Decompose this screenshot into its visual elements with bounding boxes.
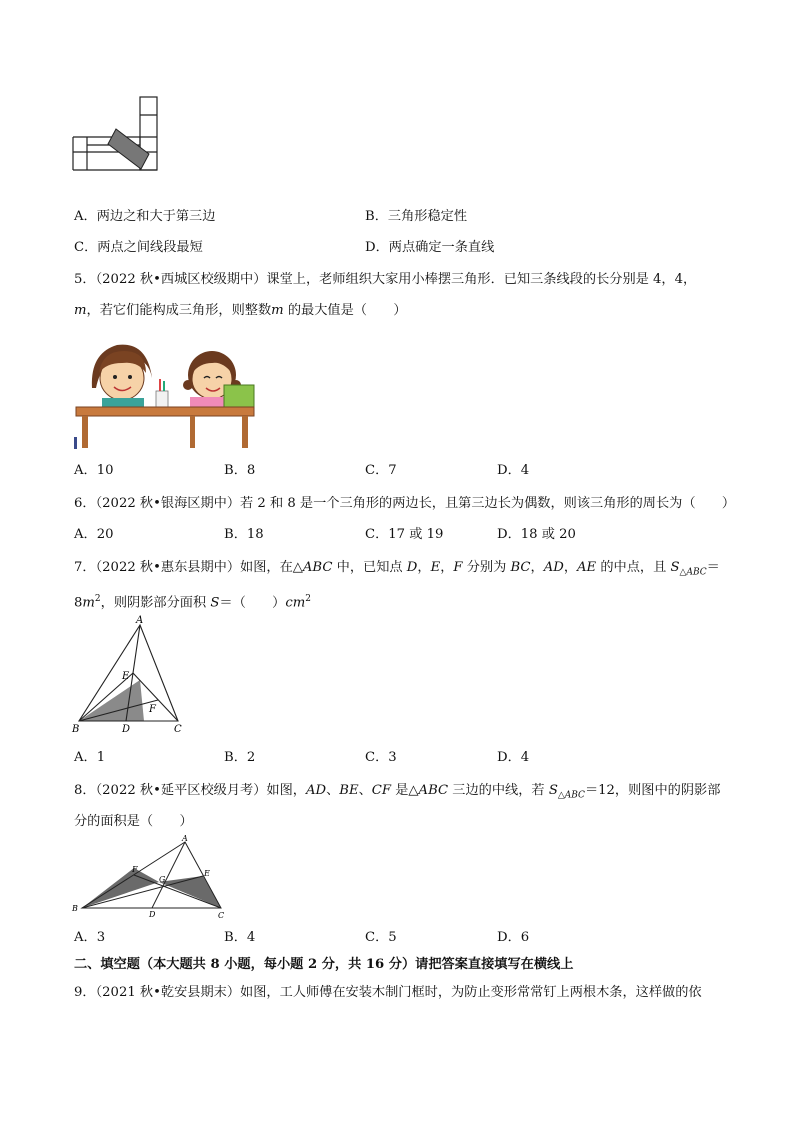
label-d: D [122, 724, 131, 735]
boy-figure [92, 345, 152, 410]
label-c: C [174, 724, 182, 735]
door-frame-figure [73, 95, 173, 175]
q6-stem: 6．（2022 秋•银海区期中）若 2 和 8 是一个三角形的两边长，且第三边长为偶数，则该三角形的周长为（ ） [74, 496, 736, 511]
q6-option-a: A．20 [74, 527, 114, 542]
q7-triangle-figure [70, 617, 190, 737]
q8-option-b: B．4 [224, 930, 256, 945]
label-e: E [122, 671, 130, 682]
q6-option-b: B．18 [224, 527, 264, 542]
diagonal-brace [108, 129, 149, 169]
q6-option-d: D．18 或 20 [497, 527, 576, 542]
label-f: F [149, 704, 156, 715]
q4-option-a: A．两边之和大于第三边 [74, 209, 216, 224]
q4-option-d: D．两点确定一条直线 [365, 240, 495, 255]
q4-option-c: C．两点之间线段最短 [74, 240, 203, 255]
q8-option-d: D．6 [497, 930, 530, 945]
label-b: B [72, 904, 78, 913]
q8-stem-line1: 8．（2022 秋•延平区校级月考）如图，AD、BE、CF 是△ABC 三边的中线，若 $S_{\triangle ABC}=12$，则图中的阴影部 [74, 783, 721, 801]
q5-option-a: A．10 [74, 463, 114, 478]
q5-option-b: B．8 [224, 463, 256, 478]
q6-option-c: C．17 或 19 [365, 527, 444, 542]
label-c: C [218, 911, 225, 920]
q8-option-a: A．3 [74, 930, 106, 945]
shaded-left [82, 868, 159, 908]
label-e: E [204, 869, 210, 878]
q8-option-c: C．5 [365, 930, 397, 945]
shaded-region [79, 680, 144, 721]
q5-option-d: D．4 [497, 463, 530, 478]
label-a: A [182, 834, 188, 843]
children-at-desk-illustration [72, 333, 257, 451]
q7-option-c: C．3 [365, 750, 397, 765]
q7-option-d: D．4 [497, 750, 530, 765]
section-2-heading: 二、填空题（本大题共 8 小题，每小题 2 分，共 16 分）请把答案直接填写在横线上 [74, 957, 574, 972]
label-b: B [72, 724, 80, 735]
label-d: D [149, 910, 156, 919]
label-f: F [132, 865, 138, 874]
q5-stem-line2: m，若它们能构成三角形，则整数m 的最大值是（ ） [74, 303, 407, 318]
q4-option-b: B．三角形稳定性 [365, 209, 468, 224]
shaded-right [159, 876, 221, 908]
q7-stem-line2: $8m^2$，则阴影部分面积 S＝（ ）$cm^2$ [74, 594, 311, 611]
q7-stem-line1: 7．（2022 秋•惠东县期中）如图，在△ABC 中，已知点 D，E，F 分别为 BC，AD，AE 的中点，且 $S_{\triangle ABC}=$ [74, 560, 720, 578]
q7-option-b: B．2 [224, 750, 256, 765]
label-a: A [136, 615, 144, 626]
q8-stem-line2: 分的面积是（ ） [74, 814, 193, 829]
label-g: G [159, 875, 166, 884]
q5-stem-line1: 5．（2022 秋•西城区校级期中）课堂上，老师组织大家用小棒摆三角形．已知三条线段的长分别是 4，4， [74, 272, 697, 287]
q5-option-c: C．7 [365, 463, 397, 478]
q9-stem-line1: 9．（2021 秋•乾安县期末）如图，工人师傅在安装木制门框时，为防止变形常常钉上两根木条，这样做的依 [74, 985, 702, 1000]
q8-triangle-figure [70, 834, 230, 920]
q7-option-a: A．1 [74, 750, 106, 765]
